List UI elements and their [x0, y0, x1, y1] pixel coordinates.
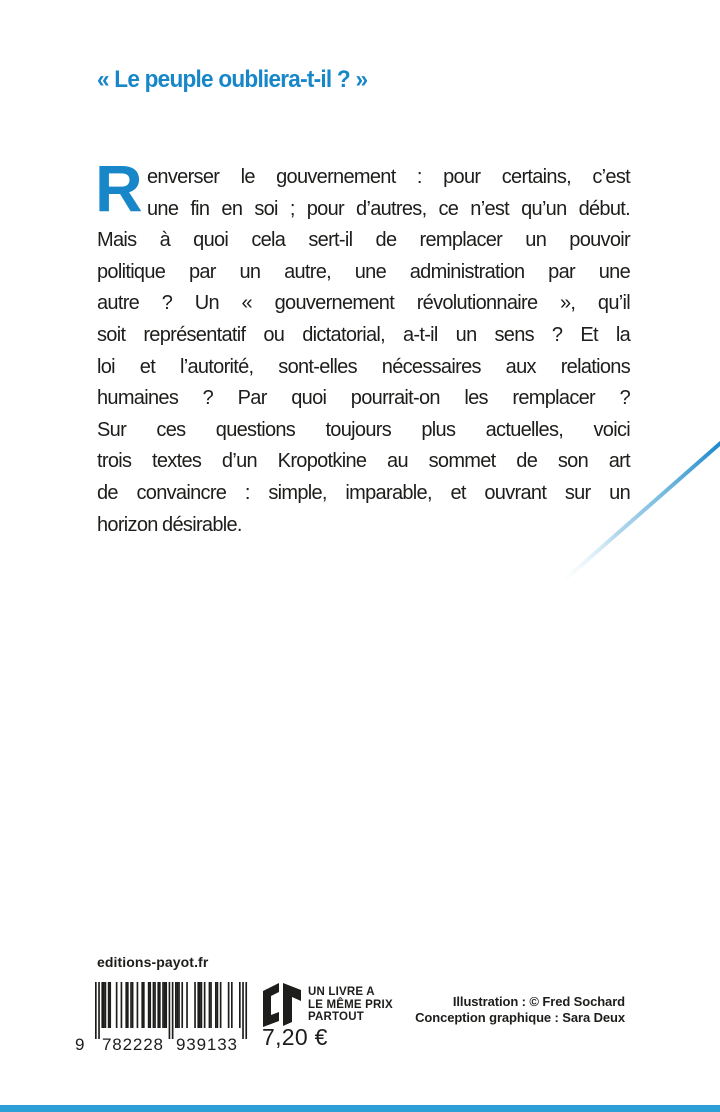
credits [415, 994, 625, 1025]
price: 7,20 € [262, 1024, 328, 1050]
dropcap-letter: R [95, 151, 143, 225]
badge-line: UN LIVRE A [308, 986, 375, 998]
blurb-line: une fin en soi ; pour d’autres, ce n’est qu’un début. [147, 197, 630, 220]
barcode [72, 980, 252, 1056]
bottom-color-bar [0, 1105, 720, 1112]
blurb-line: horizon désirable. [97, 513, 242, 536]
blurb-line: trois textes d’un Kropotkine au sommet de son art [97, 450, 630, 473]
blurb-line: loi et l’autorité, sont-elles nécessaires aux relations [97, 355, 630, 378]
barcode-digits-right: 939133 [176, 1035, 239, 1054]
blurb-lines [97, 162, 630, 541]
publisher-website: editions-payot.fr [97, 954, 209, 970]
badge-line: PARTOUT [308, 1011, 364, 1023]
barcode-digit-lead: 9 [75, 1035, 87, 1054]
blurb-line: de convaincre : simple, imparable, et ouvrant sur un [97, 481, 630, 504]
badge-line: LE MÊME PRIX [308, 998, 393, 1011]
blurb-line: enverser le gouvernement : pour certains, c’est [147, 166, 630, 188]
credit-graphic-design: Conception graphique : Sara Deux [415, 1009, 625, 1025]
blurb-line: politique par un autre, une administration par une [97, 260, 630, 283]
blurb-line: Sur ces questions toujours plus actuelles, voici [97, 418, 630, 441]
blurb-line: autre ? Un « gouvernement révolutionnaire », qu’il [97, 292, 630, 315]
blurb [97, 162, 630, 541]
blurb-line: Mais à quoi cela sert-il de remplacer un pouvoir [97, 229, 630, 252]
barcode-digits-left: 782228 [102, 1035, 165, 1054]
page-title: « Le peuple oubliera-t-il ? » [97, 66, 368, 93]
blurb-line: humaines ? Par quoi pourrait-on les remplacer ? [97, 387, 630, 410]
blurb-line: soit représentatif ou dictatorial, a-t-il un sens ? Et la [97, 323, 630, 346]
credit-illustration: Illustration : © Fred Sochard [452, 994, 625, 1009]
price-badge-text [308, 986, 393, 1024]
diagonal-stripe [552, 436, 720, 586]
barcode-bars [95, 982, 247, 1039]
